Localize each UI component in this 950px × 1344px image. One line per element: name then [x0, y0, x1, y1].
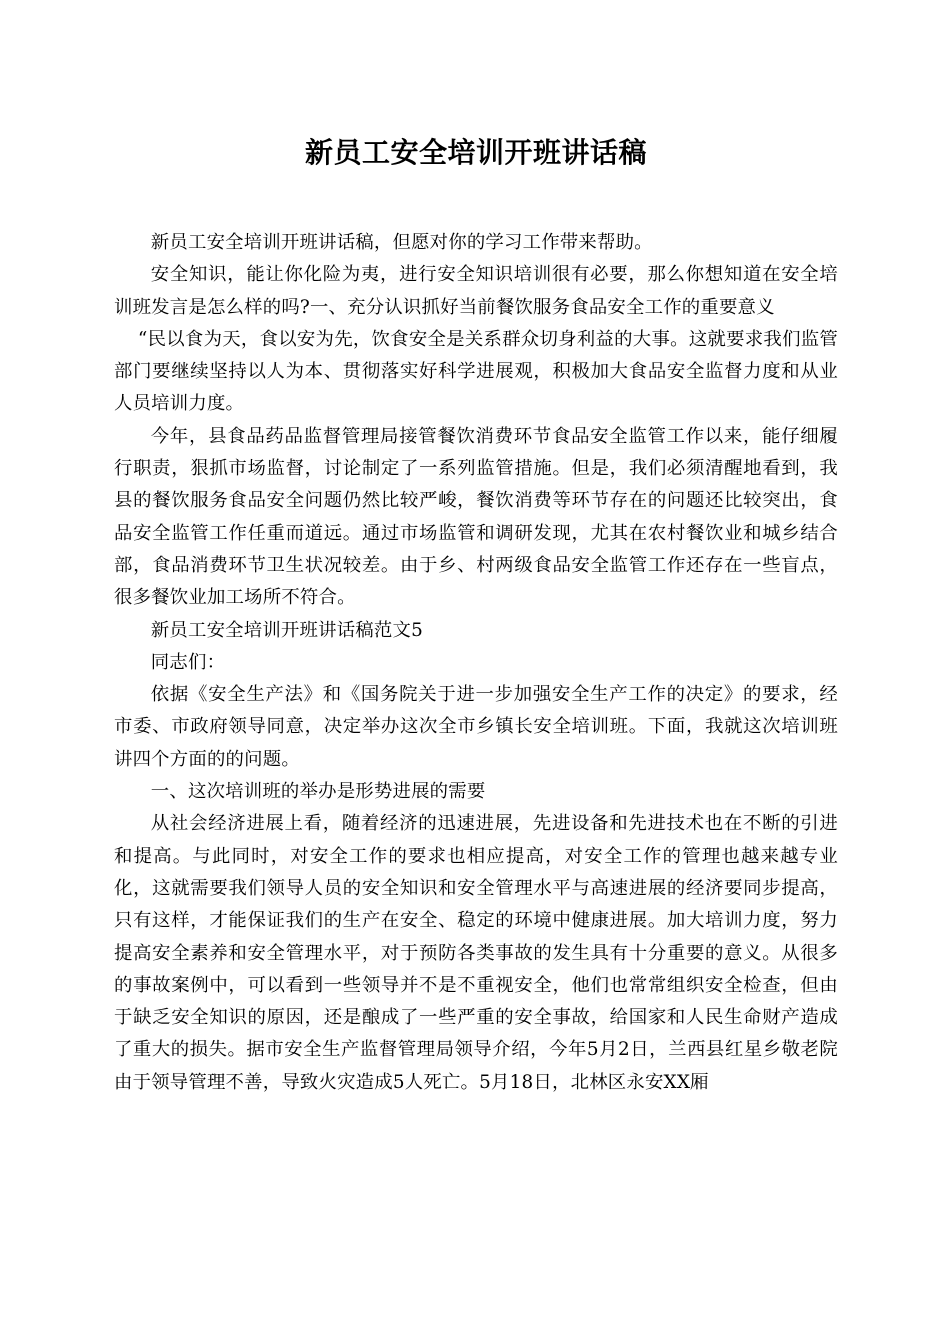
paragraph-intro: 新员工安全培训开班讲话稿，但愿对你的学习工作带来帮助。 — [150, 232, 653, 253]
paragraph-economic-development: 从社会经济进展上看，随着经济的迅速进展，先进设备和先进技术也在不断的引进和提高。与此同时，对安全工作的要求也相应提高，对安全工作的管理也越来越专业化，这就需要我们领导人员的安全知识和安全管理水平与高速进展的经济要同步提高，只有这样，才能保证我们的生产在安全、稳定的环境中健康进展。加大培训力度，努力提高安全素养和安全管理水平，对于预防各类事故的发生具有十分重要的意义。从很多的事故案例中，可以看到一些领导并不是不重视安全，他们也常常组织安全检查，但由于缺乏安全知识的原因，还是酿成了一些严重的安全事故，给国家和人民生命财产造成了重大的损失。据市安全生产监督管理局领导介绍，今年5月2日，兰西县红星乡敬老院由于领导管理不善，导致火灾造成5人死亡。5月18日，北林区永安XX厢 — [114, 813, 838, 1093]
document-body — [114, 227, 838, 1099]
paragraph-safety-knowledge: 安全知识，能让你化险为夷，进行安全知识培训很有必要，那么你想知道在安全培训班发言是怎么样的吗?一、充分认识抓好当前餐饮服务食品安全工作的重要意义 — [114, 264, 838, 318]
paragraph-sample-heading: 新员工安全培训开班讲话稿范文5 — [150, 619, 423, 641]
paragraph-food-safety-quote: “民以食为天，食以安为先，饮食安全是关系群众切身利益的大事。这就要求我们监管部门要继续坚持以人为本、贯彻落实好科学进展观，积极加大食品安全监督力度和从业人员培训力度。 — [114, 328, 838, 415]
paragraph-this-year: 今年，县食品药品监督管理局接管餐饮消费环节食品安全监管工作以来，能仔细履行职责，狠抓市场监督，讨论制定了一系列监管措施。但是，我们必须清醒地看到，我县的餐饮服务食品安全问题仍然比较严峻，餐饮消费等环节存在的问题还比较突出，食品安全监管工作任重而道远。通过市场监管和调研发现，尤其在农村餐饮业和城乡结合部，食品消费环节卫生状况较差。由于乡、村两级食品安全监管工作还存在一些盲点，很多餐饮业加工场所不符合。 — [114, 425, 838, 609]
paragraph-section-one-heading: 一、这次培训班的举办是形势进展的需要 — [150, 781, 486, 803]
paragraph-basis: 依据《安全生产法》和《国务院关于进一步加强安全生产工作的决定》的要求，经市委、市政府领导同意，决定举办这次全市乡镇长安全培训班。下面，我就这次培训班讲四个方面的的问题。 — [114, 684, 838, 770]
paragraph-salutation: 同志们： — [150, 651, 226, 673]
document-title: 新员工安全培训开班讲话稿 — [304, 136, 647, 169]
